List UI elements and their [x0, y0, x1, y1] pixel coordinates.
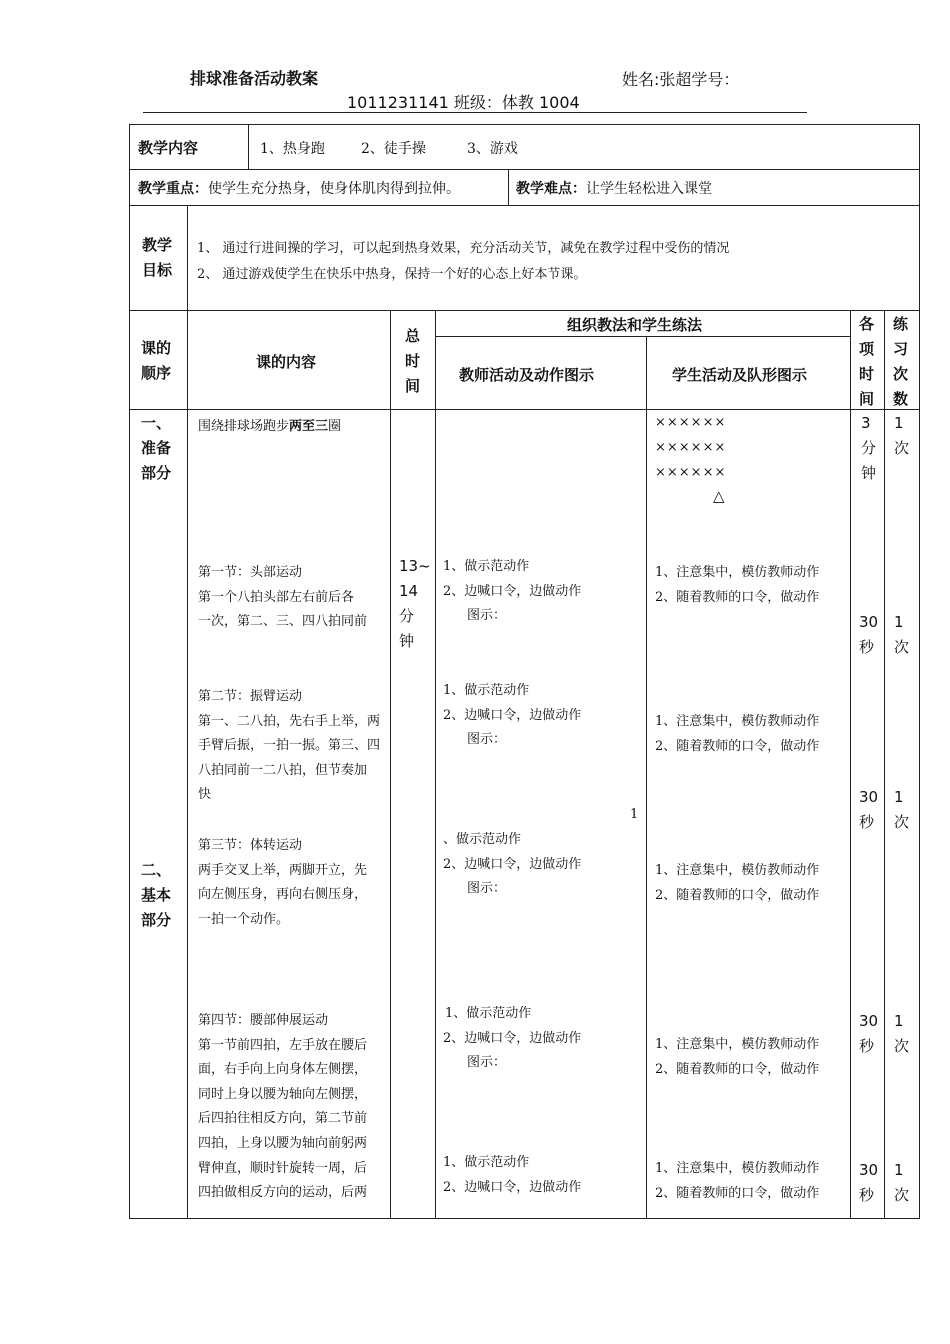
student-id-class: 1011231141 班级：体教 1004: [347, 93, 580, 112]
teacher-position-icon: △: [713, 487, 725, 505]
col-divider: [884, 310, 885, 1219]
content-item: 3、游戏: [467, 141, 518, 157]
formation-row: ××××××: [655, 465, 727, 480]
exercise-4-teacher: 1、做示范动作 2、边喊口令，边做动作 图示：: [443, 1006, 582, 1071]
col-divider: [435, 310, 436, 1219]
table-border-right: [919, 124, 920, 1219]
org-header-divider: [435, 336, 850, 337]
exercise-2-teacher: 1、做示范动作 2、边喊口令，边做动作 图示：: [443, 683, 582, 748]
row-divider: [129, 310, 920, 311]
exercise-3-teacher: 、做示范动作 2、边喊口令，边做动作 图示：: [443, 832, 582, 897]
formation-row: ××××××: [655, 440, 727, 455]
content-item: 1、热身跑: [260, 141, 325, 157]
exercise-3-teacher-number: 1: [630, 807, 639, 822]
content-item: 2、徒手操: [361, 141, 426, 157]
key-point-label: 教学重点：: [138, 181, 208, 197]
run-time: 3 分 钟: [861, 414, 877, 482]
exercise-1-count: 1 次: [894, 613, 910, 656]
goal-item: 2、 通过游戏使学生在快乐中热身，保持一个好的心态上好本节课。: [197, 267, 587, 282]
col-header-item-time: 各 项 时 间: [859, 315, 875, 408]
run-count: 1 次: [894, 414, 910, 457]
col-divider: [248, 124, 249, 170]
difficulty-label: 教学难点：: [516, 181, 586, 197]
header-bottom-line: [129, 409, 920, 410]
section-prep: 一、 准备 部分: [141, 414, 172, 482]
table-border-left: [129, 124, 130, 1219]
col-divider: [187, 205, 188, 1219]
col-header-org-methods: 组织教法和学生练法: [567, 316, 703, 334]
row-divider: [129, 205, 920, 206]
col-divider: [646, 336, 647, 1219]
col-divider: [390, 310, 391, 1219]
exercise-4-content: 第四节：腰部伸展运动 第一节前四拍，左手放在腰后 面，右手向上向身体左侧摆， 同时上身以腰为轴向左侧摆， 后四拍往相反方向，第二节前 四拍，上身以腰为轴向前躬两 臂伸直，顺时针旋转一周，后 四拍做相反方向的运动，后两: [198, 1013, 368, 1201]
goal-list: [197, 236, 729, 288]
exercise-1-student: 1、注意集中，模仿教师动作 2、随着教师的口令，做动作: [655, 565, 820, 605]
goal-label: 教学 目标: [142, 236, 173, 279]
difficulty-text: 让学生轻松进入课堂: [586, 181, 712, 197]
run-description: 围绕排球场跑步两至三圈: [198, 419, 342, 434]
exercise-2-content: 第二节：振臂运动 第一、二八拍，先右手上举，两 手臂后振，一拍一振。第三、四 八拍同前一二八拍，但节奏加 快: [198, 689, 381, 803]
page-title: 排球准备活动教案: [190, 69, 319, 88]
col-header-practice-count: 练 习 次 数: [893, 315, 909, 408]
student-formation: [655, 410, 726, 485]
formation-row: ××××××: [655, 415, 727, 430]
exercise-5-teacher: 1、做示范动作 2、边喊口令，边做动作: [443, 1155, 582, 1195]
content-label: 教学内容: [138, 139, 199, 157]
col-header-content: 课的内容: [256, 353, 317, 371]
exercise-2-count: 1 次: [894, 788, 910, 831]
table-border-bottom: [129, 1218, 920, 1219]
exercise-3-content: 第三节：体转运动 两手交叉上举，两脚开立，先 向左侧压身，再向右侧压身， 一拍一个动作。: [198, 838, 368, 927]
exercise-1-time: 30 秒: [859, 613, 879, 656]
exercise-3-student: 1、注意集中，模仿教师动作 2、随着教师的口令，做动作: [655, 863, 820, 903]
exercise-4-student: 1、注意集中，模仿教师动作 2、随着教师的口令，做动作: [655, 1037, 820, 1077]
col-header-order: 课的 顺序: [141, 339, 172, 382]
exercise-5-student: 1、注意集中，模仿教师动作 2、随着教师的口令，做动作: [655, 1161, 820, 1201]
exercise-5-time: 30 秒: [859, 1161, 879, 1204]
exercise-2-time: 30 秒: [859, 788, 879, 831]
exercise-5-count: 1 次: [894, 1161, 910, 1204]
col-divider: [508, 169, 509, 206]
key-point: [138, 178, 460, 198]
difficulty-point: [516, 178, 712, 198]
total-time: 13~ 14 分 钟: [399, 557, 431, 650]
exercise-4-count: 1 次: [894, 1012, 910, 1055]
section-basic: 二、 基本 部分: [141, 861, 172, 929]
exercise-2-student: 1、注意集中，模仿教师动作 2、随着教师的口令，做动作: [655, 714, 820, 754]
col-header-teacher: 教师活动及动作图示: [459, 366, 595, 384]
exercise-4-time: 30 秒: [859, 1012, 879, 1055]
col-divider: [850, 310, 851, 1219]
header-underline: [143, 112, 807, 113]
col-header-total-time: 总 时 间: [405, 327, 421, 395]
exercise-1-teacher: 1、做示范动作 2、边喊口令，边做动作 图示：: [443, 559, 582, 624]
name-label: 姓名:张超学号：: [622, 70, 740, 89]
col-header-student: 学生活动及队形图示: [672, 366, 808, 384]
key-point-text: 使学生充分热身，使身体肌肉得到拉伸。: [208, 181, 460, 197]
exercise-1-content: 第一节：头部运动 第一个八拍头部左右前后各 一次，第二、三、四八拍同前: [198, 565, 368, 630]
goal-item: 1、 通过行进间操的学习，可以起到热身效果，充分活动关节，减免在教学过程中受伤的情况: [197, 241, 730, 256]
